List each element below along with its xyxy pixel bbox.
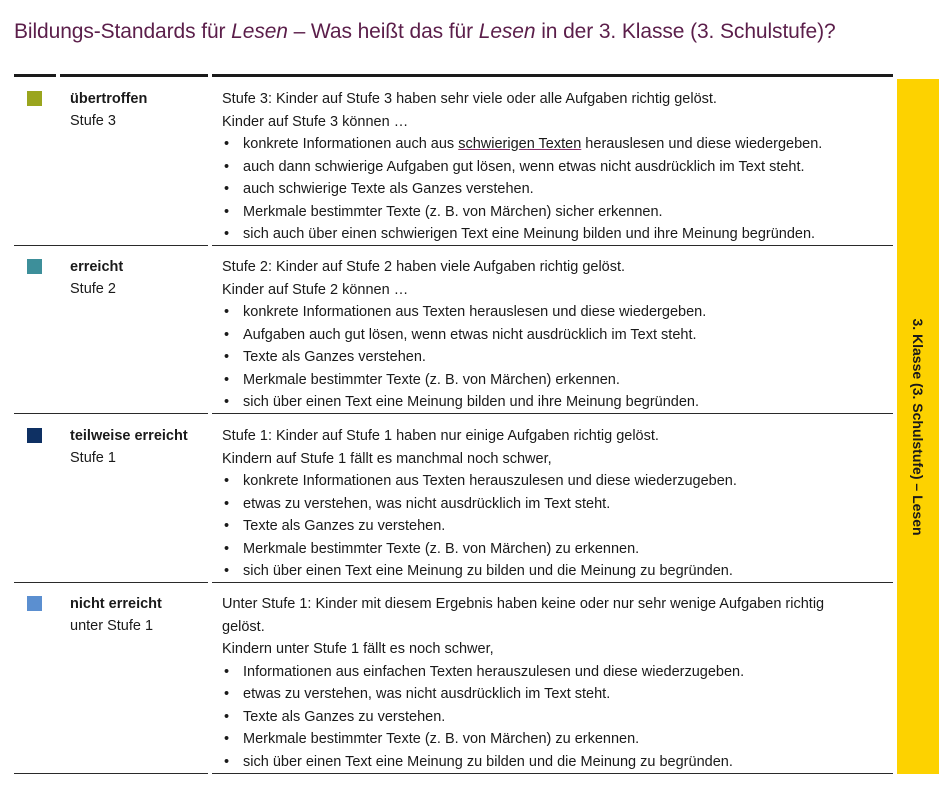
level-lead: Kinder auf Stufe 2 können … [222, 281, 409, 298]
row-divider [212, 245, 893, 246]
list-item: • Texte als Ganzes zu verstehen. [222, 706, 890, 729]
list-item: • sich über einen Text eine Meinung bilden und ihre Meinung begründen. [222, 391, 890, 414]
list-item: • Merkmale bestimmter Texte (z. B. von Märchen) zu erkennen. [222, 538, 890, 561]
row-divider [212, 773, 893, 774]
level-intro: Unter Stufe 1: Kinder mit diesem Ergebnis haben keine oder nur sehr wenige Aufgaben richtig gelöst. [222, 596, 825, 635]
level-stufe: unter Stufe 1 [70, 618, 154, 634]
list-item: • auch dann schwierige Aufgaben gut lösen, wenn etwas nicht ausdrücklich im Text steht. [222, 156, 890, 179]
level-description [222, 593, 890, 773]
list-item: • Informationen aus einfachen Texten herauszulesen und diese wiederzugeben. [222, 661, 890, 684]
level-color-square [27, 91, 42, 106]
list-item: • etwas zu verstehen, was nicht ausdrücklich im Text steht. [222, 683, 890, 706]
level-row-exceeded [0, 79, 893, 245]
row-divider [212, 413, 893, 414]
ability-list [222, 470, 890, 583]
list-item: • Merkmale bestimmter Texte (z. B. von Märchen) erkennen. [222, 369, 890, 392]
list-item: • Merkmale bestimmter Texte (z. B. von Märchen) sicher erkennen. [222, 201, 890, 224]
top-rule-col2 [60, 74, 208, 77]
list-item: • konkrete Informationen aus Texten herauszulesen und diese wiederzugeben. [222, 470, 890, 493]
sidebar-band [897, 79, 939, 774]
level-stufe: Stufe 2 [70, 281, 116, 297]
list-item: • etwas zu verstehen, was nicht ausdrücklich im Text steht. [222, 493, 890, 516]
page-title [14, 20, 934, 44]
level-description [222, 256, 890, 414]
level-intro: Stufe 3: Kinder auf Stufe 3 haben sehr viele oder alle Aufgaben richtig gelöst. [222, 91, 717, 107]
level-row-partially-reached [0, 416, 893, 582]
list-item-text: herauslesen und diese wiedergeben. [581, 136, 823, 152]
level-name: nicht erreicht [70, 596, 162, 612]
row-divider [14, 413, 208, 414]
level-description [222, 425, 890, 583]
level-lead: Kindern auf Stufe 1 fällt es manchmal noch schwer, [222, 450, 552, 467]
title-emphasis-2: Lesen [478, 20, 536, 43]
sidebar-label: 3. Klasse (3. Schulstufe) – Lesen [910, 317, 926, 536]
level-name: übertroffen [70, 91, 148, 107]
level-stufe: Stufe 3 [70, 113, 116, 129]
row-divider [14, 245, 208, 246]
level-row-reached [0, 247, 893, 413]
ability-list [222, 301, 890, 414]
level-name: erreicht [70, 259, 124, 275]
glossary-link[interactable]: schwierigen Texten [458, 136, 582, 152]
level-lead: Kindern unter Stufe 1 fällt es noch schwer, [222, 641, 494, 657]
level-color-square [27, 259, 42, 274]
row-divider [14, 773, 208, 774]
list-item: • Merkmale bestimmter Texte (z. B. von Märchen) zu erkennen. [222, 728, 890, 751]
level-label [70, 88, 147, 132]
level-label [70, 593, 162, 637]
list-item: • Texte als Ganzes verstehen. [222, 346, 890, 369]
list-item: • sich über einen Text eine Meinung zu bilden und die Meinung zu begründen. [222, 560, 890, 583]
title-prefix: Bildungs-Standards für [14, 20, 232, 43]
list-item-text: konkrete Informationen auch aus [243, 136, 459, 152]
level-color-square [27, 596, 42, 611]
top-rule-col1 [14, 74, 56, 77]
level-lead: Kinder auf Stufe 3 können … [222, 113, 409, 130]
level-color-square [27, 428, 42, 443]
row-divider [14, 582, 208, 583]
list-item: • sich über einen Text eine Meinung zu bilden und die Meinung zu begründen. [222, 751, 890, 774]
list-item: • Texte als Ganzes zu verstehen. [222, 515, 890, 538]
level-name: teilweise erreicht [70, 428, 188, 444]
ability-list [222, 133, 890, 246]
list-item: • auch schwierige Texte als Ganzes verstehen. [222, 178, 890, 201]
level-label [70, 425, 188, 469]
row-divider [212, 582, 893, 583]
level-row-not-reached [0, 584, 893, 772]
ability-list [222, 661, 890, 774]
list-item: • Aufgaben auch gut lösen, wenn etwas nicht ausdrücklich im Text steht. [222, 324, 890, 347]
title-middle: – Was heißt das für [287, 20, 479, 43]
level-stufe: Stufe 1 [70, 450, 116, 466]
level-label [70, 256, 123, 300]
level-intro: Stufe 1: Kinder auf Stufe 1 haben nur einige Aufgaben richtig gelöst. [222, 428, 659, 444]
title-suffix: in der 3. Klasse (3. Schulstufe)? [535, 20, 836, 43]
top-rule-col3 [212, 74, 893, 77]
list-item [222, 133, 890, 156]
title-emphasis-1: Lesen [231, 20, 288, 43]
list-item: • sich auch über einen schwierigen Text eine Meinung bilden und ihre Meinung begründen. [222, 223, 890, 246]
level-description [222, 88, 890, 246]
list-item: • konkrete Informationen aus Texten herauslesen und diese wiedergeben. [222, 301, 890, 324]
level-intro: Stufe 2: Kinder auf Stufe 2 haben viele Aufgaben richtig gelöst. [222, 259, 626, 275]
